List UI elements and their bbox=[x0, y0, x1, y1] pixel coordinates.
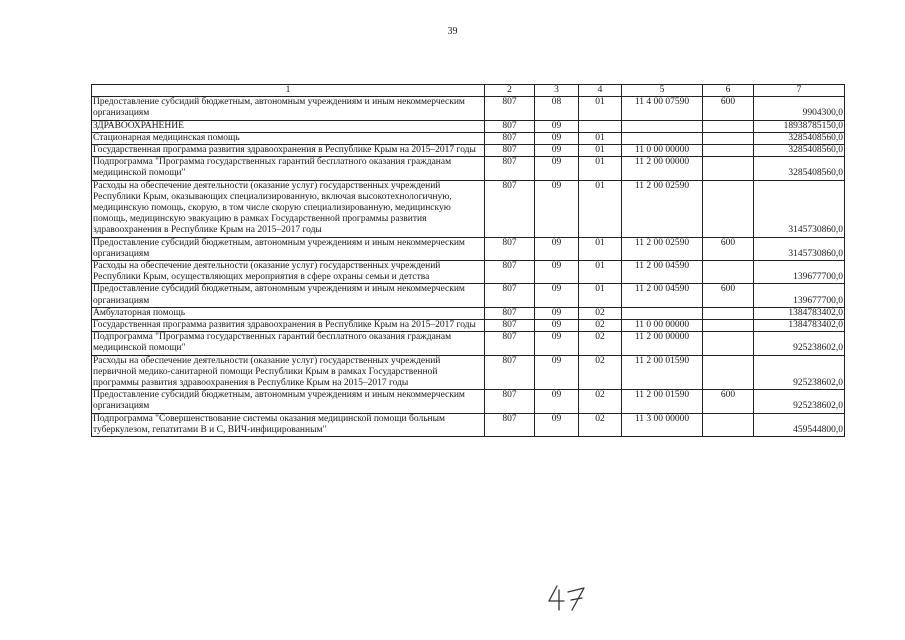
row-name-cell: Государственная программа развития здравоохранения в Республике Крым на 2015–2017 годы bbox=[92, 320, 485, 332]
row-code-cell-3: 09 bbox=[535, 120, 579, 132]
row-name-cell: Предоставление субсидий бюджетным, автономным учреждениям и иным некоммерческим организациям bbox=[92, 390, 485, 413]
row-amount-cell: 1384783402,0 bbox=[754, 307, 845, 319]
row-code-cell-4: 01 bbox=[579, 284, 622, 307]
row-name-cell: Стационарная медицинская помощь bbox=[92, 132, 485, 144]
row-amount-cell: 3285408560,0 bbox=[754, 132, 845, 144]
row-amount-cell: 459544800,0 bbox=[754, 413, 845, 436]
row-name-cell: Расходы на обеспечение деятельности (оказание услуг) государственных учреждений первичной медико-санитарной помощи Республики Крым в рамках Государственной программы развития здравоохранения в Республике Крым на 2015–2017 годы bbox=[92, 355, 485, 390]
table-row bbox=[92, 145, 845, 157]
table-row bbox=[92, 157, 845, 180]
row-code-cell-2: 807 bbox=[485, 355, 535, 390]
row-code-cell-4: 02 bbox=[579, 390, 622, 413]
row-code-cell-4 bbox=[579, 120, 622, 132]
row-code-cell-5: 11 2 00 02590 bbox=[622, 180, 703, 237]
table-row bbox=[92, 284, 845, 307]
row-amount-cell: 925238602,0 bbox=[754, 332, 845, 355]
row-amount-cell: 9904300,0 bbox=[754, 97, 845, 120]
row-code-cell-2: 807 bbox=[485, 157, 535, 180]
row-name-cell: Расходы на обеспечение деятельности (оказание услуг) государственных учреждений Республики Крым, оказывающих специализированную, включая высокотехнологичную, медицинскую помощь, скорую, в том числе скорую специализированную, медицинскую помощь, медицинскую эвакуацию в рамках Государственной программы развития здравоохранения в Республике Крым на 2015–2017 годы bbox=[92, 180, 485, 237]
row-code-cell-5: 11 2 00 00000 bbox=[622, 157, 703, 180]
table-row bbox=[92, 320, 845, 332]
row-code-cell-5: 11 4 00 07590 bbox=[622, 97, 703, 120]
row-amount-cell: 925238602,0 bbox=[754, 355, 845, 390]
handwritten-page-number bbox=[547, 583, 591, 613]
row-code-cell-3: 09 bbox=[535, 132, 579, 144]
row-code-cell-2: 807 bbox=[485, 120, 535, 132]
row-code-cell-5: 11 2 00 00000 bbox=[622, 332, 703, 355]
row-name-cell: ЗДРАВООХРАНЕНИЕ bbox=[92, 120, 485, 132]
table-row bbox=[92, 120, 845, 132]
header-cell: 7 bbox=[754, 85, 845, 97]
row-name-cell: Подпрограмма "Программа государственных гарантий бесплатного оказания гражданам медицинской помощи" bbox=[92, 157, 485, 180]
row-code-cell-6 bbox=[703, 145, 754, 157]
row-code-cell-5: 11 3 00 00000 bbox=[622, 413, 703, 436]
row-name-cell: Предоставление субсидий бюджетным, автономным учреждениям и иным некоммерческим организациям bbox=[92, 237, 485, 260]
row-code-cell-2: 807 bbox=[485, 97, 535, 120]
row-name-cell: Предоставление субсидий бюджетным, автономным учреждениям и иным некоммерческим организациям bbox=[92, 284, 485, 307]
row-code-cell-3: 08 bbox=[535, 97, 579, 120]
row-code-cell-4: 01 bbox=[579, 132, 622, 144]
table-row bbox=[92, 307, 845, 319]
row-code-cell-5 bbox=[622, 120, 703, 132]
table-row bbox=[92, 261, 845, 284]
row-code-cell-2: 807 bbox=[485, 261, 535, 284]
row-code-cell-2: 807 bbox=[485, 237, 535, 260]
row-code-cell-3: 09 bbox=[535, 413, 579, 436]
row-code-cell-6 bbox=[703, 157, 754, 180]
row-code-cell-6 bbox=[703, 355, 754, 390]
row-amount-cell: 139677700,0 bbox=[754, 284, 845, 307]
table-row bbox=[92, 132, 845, 144]
row-code-cell-6 bbox=[703, 261, 754, 284]
row-code-cell-4: 02 bbox=[579, 413, 622, 436]
row-name-cell: Подпрограмма "Совершенствование системы оказания медицинской помощи больным туберкулезом, гепатитами В и С, ВИЧ-инфицированным" bbox=[92, 413, 485, 436]
row-code-cell-2: 807 bbox=[485, 390, 535, 413]
row-name-cell: Амбулаторная помощь bbox=[92, 307, 485, 319]
row-name-cell: Расходы на обеспечение деятельности (оказание услуг) государственных учреждений Республики Крым, осуществляющих мероприятия в сфере охраны семьи и детства bbox=[92, 261, 485, 284]
row-name-cell: Предоставление субсидий бюджетным, автономным учреждениям и иным некоммерческим организациям bbox=[92, 97, 485, 120]
row-name-cell: Подпрограмма "Программа государственных гарантий бесплатного оказания гражданам медицинской помощи" bbox=[92, 332, 485, 355]
row-code-cell-4: 01 bbox=[579, 145, 622, 157]
row-code-cell-6 bbox=[703, 132, 754, 144]
row-code-cell-2: 807 bbox=[485, 320, 535, 332]
row-code-cell-6 bbox=[703, 332, 754, 355]
row-name-cell: Государственная программа развития здравоохранения в Республике Крым на 2015–2017 годы bbox=[92, 145, 485, 157]
row-code-cell-3: 09 bbox=[535, 332, 579, 355]
table-row bbox=[92, 97, 845, 120]
row-code-cell-5: 11 2 00 02590 bbox=[622, 237, 703, 260]
row-code-cell-2: 807 bbox=[485, 284, 535, 307]
row-code-cell-6 bbox=[703, 120, 754, 132]
row-code-cell-2: 807 bbox=[485, 180, 535, 237]
row-code-cell-3: 09 bbox=[535, 145, 579, 157]
row-code-cell-6 bbox=[703, 320, 754, 332]
row-code-cell-4: 02 bbox=[579, 332, 622, 355]
row-code-cell-3: 09 bbox=[535, 320, 579, 332]
row-amount-cell: 3145730860,0 bbox=[754, 237, 845, 260]
row-code-cell-2: 807 bbox=[485, 132, 535, 144]
table-row bbox=[92, 332, 845, 355]
table-body bbox=[92, 97, 845, 437]
table-header-row bbox=[92, 85, 845, 97]
row-code-cell-5: 11 2 00 01590 bbox=[622, 390, 703, 413]
header-cell: 6 bbox=[703, 85, 754, 97]
row-code-cell-4: 01 bbox=[579, 261, 622, 284]
row-code-cell-5: 11 2 00 04590 bbox=[622, 284, 703, 307]
row-code-cell-4: 01 bbox=[579, 97, 622, 120]
budget-table bbox=[91, 84, 845, 437]
row-code-cell-2: 807 bbox=[485, 145, 535, 157]
row-amount-cell: 925238602,0 bbox=[754, 390, 845, 413]
header-cell: 5 bbox=[622, 85, 703, 97]
row-code-cell-3: 09 bbox=[535, 157, 579, 180]
row-code-cell-5: 11 2 00 01590 bbox=[622, 355, 703, 390]
row-code-cell-3: 09 bbox=[535, 237, 579, 260]
row-code-cell-4: 01 bbox=[579, 237, 622, 260]
row-code-cell-4: 01 bbox=[579, 180, 622, 237]
table-row bbox=[92, 355, 845, 390]
row-code-cell-2: 807 bbox=[485, 307, 535, 319]
row-amount-cell: 18938785150,0 bbox=[754, 120, 845, 132]
row-code-cell-2: 807 bbox=[485, 332, 535, 355]
row-code-cell-5 bbox=[622, 132, 703, 144]
table-row bbox=[92, 390, 845, 413]
row-code-cell-6: 600 bbox=[703, 97, 754, 120]
page-number: 39 bbox=[447, 26, 458, 37]
row-code-cell-6 bbox=[703, 413, 754, 436]
row-code-cell-5: 11 0 00 00000 bbox=[622, 320, 703, 332]
row-code-cell-5: 11 2 00 04590 bbox=[622, 261, 703, 284]
row-code-cell-4: 02 bbox=[579, 307, 622, 319]
row-code-cell-5 bbox=[622, 307, 703, 319]
header-cell: 1 bbox=[92, 85, 485, 97]
row-code-cell-3: 09 bbox=[535, 355, 579, 390]
row-code-cell-3: 09 bbox=[535, 390, 579, 413]
row-amount-cell: 3285408560,0 bbox=[754, 145, 845, 157]
row-code-cell-6 bbox=[703, 307, 754, 319]
row-code-cell-4: 02 bbox=[579, 320, 622, 332]
row-code-cell-4: 01 bbox=[579, 157, 622, 180]
row-code-cell-3: 09 bbox=[535, 307, 579, 319]
row-code-cell-5: 11 0 00 00000 bbox=[622, 145, 703, 157]
row-code-cell-6: 600 bbox=[703, 237, 754, 260]
row-code-cell-3: 09 bbox=[535, 261, 579, 284]
header-cell: 4 bbox=[579, 85, 622, 97]
header-cell: 3 bbox=[535, 85, 579, 97]
row-code-cell-6 bbox=[703, 180, 754, 237]
table-row bbox=[92, 180, 845, 237]
header-cell: 2 bbox=[485, 85, 535, 97]
table-row bbox=[92, 413, 845, 436]
row-amount-cell: 139677700,0 bbox=[754, 261, 845, 284]
row-code-cell-2: 807 bbox=[485, 413, 535, 436]
row-amount-cell: 3285408560,0 bbox=[754, 157, 845, 180]
row-amount-cell: 3145730860,0 bbox=[754, 180, 845, 237]
row-code-cell-4: 02 bbox=[579, 355, 622, 390]
row-code-cell-3: 09 bbox=[535, 180, 579, 237]
row-code-cell-6: 600 bbox=[703, 390, 754, 413]
table-row bbox=[92, 237, 845, 260]
row-code-cell-6: 600 bbox=[703, 284, 754, 307]
row-amount-cell: 1384783402,0 bbox=[754, 320, 845, 332]
row-code-cell-3: 09 bbox=[535, 284, 579, 307]
